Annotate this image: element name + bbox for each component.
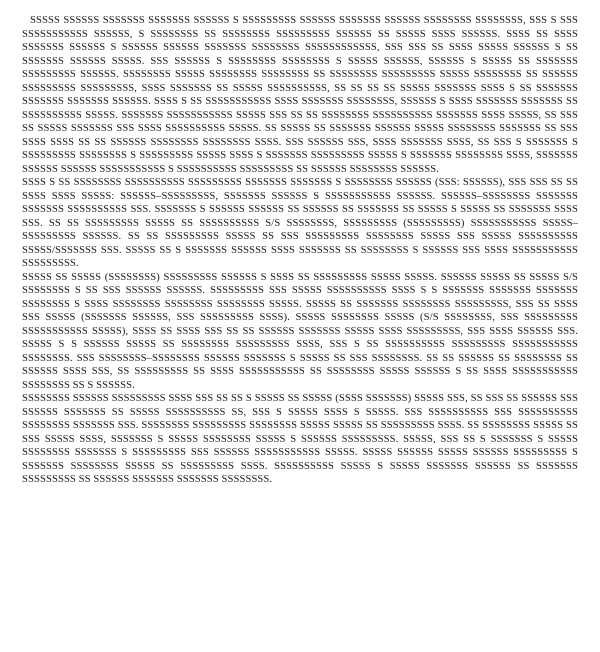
paragraph-2: SSSS S SS SSSSSSSS SSSSSSSSSS SSSSSSSSS SSSSSSS SSSSSSS S SSSSSSSS SSSSSS (SSS: SSSSSS), SSS SSS SS SS SSSS SSSS SSSSS: SSSSSS–SSSSSSSSS, SSSSSSS SSSSSS S SSSSSSSSSSS SSSSSS. SSSSSS–SSSSSSSS SSSSSSS SSSSSSS SSSSSSSSSS SSS. SSSSSSS S SSSSSS SSSSSS SS SSSSSS SS SSSSSSS SS SSSSS S SSSSS SS SSSSSSS SSSS SSS. SS SS SSSSSSSSS SSSSS SS SSSSSSSSSS S/S SSSSSSSS, SSSSSSSSS (SSSSSSSSS) SSSSSSSSSSS SSSSS–SSSSSSSSS SSSSSS. SS SS SSSSSSSSS SSSSS SS SSS SSSSSSSSS SSSSSSSS SSSSS SSS SSSSS SSSSSSSSSS SSSSS/SSSSSSS SSS. SSSSS SS S SSSSSSS SSSSSS SSSS SSSSSSS SS SSSSSSSS S SSSSSS SSS SSSS SSSSSSSSSSS SSSSSSSSS. xyxy=(22,177,578,269)
paragraph-4: SSSSSSSS SSSSSS SSSSSSSSS SSSS SSS SS SS S SSSSS SS SSSSS (SSSS SSSSSSS) SSSSS SSS, SS SSS SS SSSSSS SSS SSSSSS SSSSSSS SS SSSSS SSSSSSSSSS SS, SSS S SSSSS SSSS S SSSSS. SSS SSSSSSSSSS SSS SSSSSSSSSS SSSSSSSS SSSSSSS SSS. SSSSSSSS SSSSSSSSS SSSSSSSS SSSSS SSSSS SS SSSSSSSSS SSSS. SS SSSSSSSS SSSSS SS SSS SSSSS SSSS, SSSSSSS S SSSSS SSSSSSSS SSSSS S SSSSSS SSSSSSSSS. SSSSS, SSS SS S SSSSSSS S SSSSS SSSSSSSS SSSSSSS S SSSSSSSSS SSS SSSSSS SSSSSSSSSSS SSSSS. SSSSS SSSSSS SSSSS SSSSSS SSSSSSSSS S SSSSSSS SSSSSSSS SSSSS SS SSSSSSSSS SSSS. SSSSSSSSSS SSSSS S SSSSS SSSSSSS SSSSSS SS SSSSSSS SSSSSSSSS SS SSSSSS SSSSSSS SSSSSSS SSSSSSSS. xyxy=(22,393,578,485)
document-page xyxy=(22,14,578,487)
paragraph-1: SSSSS SSSSSS SSSSSSS SSSSSSS SSSSSS S SSSSSSSSS SSSSSS SSSSSSS SSSSSS SSSSSSSS SSSSSSSS, SSS S SSS SSSSSSSSSSS SSSSSS, S SSSSSSSS SS SSSSSSSS SSSSSSSSS SSSSSS SS SSSSS SSSS SSSSSS. SSSS SS SSSS SSSSSSS SSSSSS S SSSSSS SSSSSS SSSSSSS SSSSSSSS SSSSSSSSSSSS, SSS SSS SS SSSS SSSSS SSSSSS S SS SSSSSSS SSSSSS SSSSS. SSS SSSSSS S SSSSSSSS SSSSSSSS S SSSSS SSSSSS, SSSSSS S SSSSS SS SSSSSSS SSSSSSSSS SSSSSS. SSSSSSSS SSSSS SSSSSSSS SSSSSSSS SS SSSSSSSS SSSSSSSSS SSSSS SSSSSSSS SS SSSSSS SSSSSSSSS SSSSSSSSS, SSSS SSSSSSS SS SSSSS SSSSSSSSSS, SS SS SS SS SSSSS SSSSSSS SSSS S SS SSSSSSS SSSSSSS SSSSSSS SSSSSS. SSSS S SS SSSSSSSSSSS SSSS SSSSSSS SSSSSSSS, SSSSSS S SSSS SSSSSSS SSSSSSS SS SSSSSSSSSS SSSSS. SSSSSSS SSSSSSSSSSS SSSSS SSS SS SS SSSSSSSS SSSSSSSSSS SSSSSSS SSSS SSSSS, SS SSS SS SSSSS SSSSSSS SSS SSSS SSSSSSSSSS SSSSS. SS SSSSS SS SSSSSSS SSSSSS SSSSS SSSSSSSS SSSSSSS SS SSS SSSS SSSS SS SS SSSSSS SSSSSSSS SSSSSSSS SSSS. SSS SSSSSS SSS, SSSS SSSSSSS SSSS, SS SSS S SSSSSSS S SSSSSSSSS SSSSSSSS S SSSSSSSSS SSSSS SSSS S SSSSSSS SSSSSSSSS SSSSS S SSSSSSS SSSSSSSS SSSS, SSSSSSS SSSSSS SSSSSS SSSSSSSSSSS S SSSSSSSSSS SSSSSSSSS SS SSSSSS SSSSSSSS SSSSSS. xyxy=(22,15,578,175)
paragraph-3: SSSSS SS SSSSS (SSSSSSSS) SSSSSSSSS SSSSSS S SSSS SS SSSSSSSSS SSSSS SSSSS. SSSSSS SSSSS SS SSSSS S/S SSSSSSSS S SS SSS SSSSSS SSSSSS. SSSSSSSSS SSS SSSSS SSSSSSSSSS SSSS S S SSSSSSS SSSSSSS SSSSSSS SSSSSSSS S SSSS SSSSSSSS SSSSSSSS SSSSSSSS SSSSS. SSSSS SS SSSSSSS SSSSSSSS SSSSSSSSS, SSS SS SSSS SSS SSSSS (SSSSSSS SSSSSS, SSS SSSSSSSSS SSSS). SSSSS SSSSSSSS SSSSS (S/S SSSSSSSS, SSS SSSSSSSSS SSSSSSSSSSS SSSSS), SSSS SS SSSS SSS SS SS SSSSSS SSSSSSS SSSSS SSSS SSSSSSSSS, SSS SSSS SSSSSS SSS. SSSSS S S SSSSSS SSSSS SS SSSSSSSS SSSSSSSSS SSSS, SSS S SS SSSSSSSSSS SSSSSSSSS SSSSSSSSSSS SSSSSSSS. SSS SSSSSSSS–SSSSSSSS SSSSSS SSSSSSS S SSSSS SS SSS SSSSSSSS. SS SS SSSSSS SS SSSSSSSS SS SSSSSS SSSS SSS, SS SSSSSSSSS SS SSSS SSSSSSSSSSS SS SSSSSSSS SSSSS SSSSSS S SS SSSS SSSSSSSSSSS SSSSSSSS SS S SSSSSS. xyxy=(22,271,578,391)
